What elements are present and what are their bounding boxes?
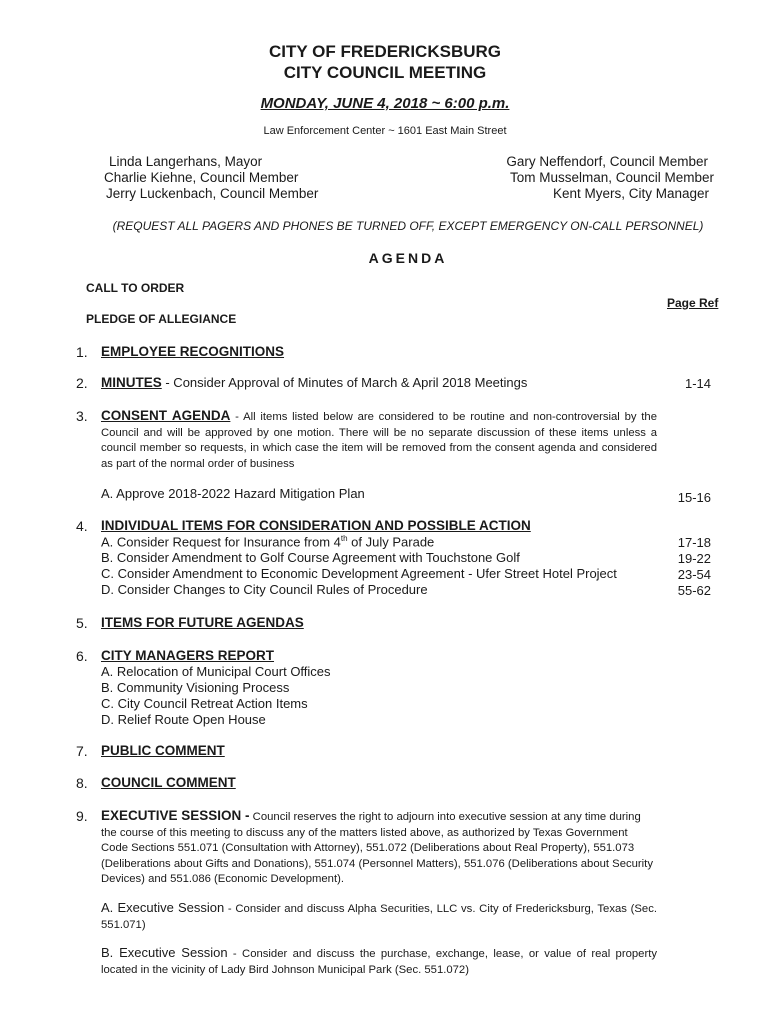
executive-session-sub-b — [101, 945, 657, 978]
sub-item: C. City Council Retreat Action Items — [101, 696, 308, 711]
sub-lead: B. Executive Session — [101, 945, 228, 960]
item-number: 1. — [76, 344, 88, 360]
item-number: 4. — [76, 518, 88, 534]
public-comment-heading: PUBLIC COMMENT — [101, 743, 225, 758]
executive-session-sub-a — [101, 900, 657, 933]
future-agendas-heading: ITEMS FOR FUTURE AGENDAS — [101, 615, 304, 630]
sub-item: C. Consider Amendment to Economic Development Agreement - Ufer Street Hotel Project — [101, 566, 617, 581]
meeting-title: CITY COUNCIL MEETING — [283, 63, 487, 82]
sub-text: - Consider and discuss the purchase, exchange, lease, or value of real property located in the vicinity of Lady Bird Johnson Municipal Park (Sec. 551.072) — [101, 948, 658, 976]
executive-session-text: Council reserves the right to adjourn into executive session at any time during the course of this meeting to discuss any of the matters listed above, as authorized by Texas Government Code Sections 551.071 (Consultation with Attorney), 551.072 (Deliberations about Real Property), 551.073 (Deliberations about Gifts and Donations), 551.074 (Personnel Matters), 551.076 (Deliberations about Security Devices) and 551.086 (Economic Development). — [101, 811, 653, 886]
sub-item: D. Relief Route Open House — [101, 712, 266, 727]
page-ref: 17-18 — [677, 535, 711, 550]
city-managers-report-heading: CITY MANAGERS REPORT — [101, 648, 275, 663]
page-ref: 55-62 — [677, 583, 711, 598]
minutes-text: - Consider Approval of Minutes of March & April 2018 Meetings — [161, 375, 528, 390]
executive-session-heading: EXECUTIVE SESSION - — [101, 808, 250, 823]
member-left-3: Jerry Luckenbach, Council Member — [106, 186, 319, 201]
member-right-2: Tom Musselman, Council Member — [509, 170, 714, 185]
member-right-3: Kent Myers, City Manager — [552, 186, 709, 201]
page-ref: 15-16 — [677, 490, 711, 505]
member-right-1: Gary Neffendorf, Council Member — [506, 154, 708, 169]
sub-item-text: of July Parade — [347, 534, 435, 550]
executive-session-item — [101, 808, 657, 888]
call-to-order: CALL TO ORDER — [86, 281, 185, 295]
council-comment-heading: COUNCIL COMMENT — [101, 775, 236, 790]
employee-recognitions-heading: EMPLOYEE RECOGNITIONS — [101, 344, 285, 359]
minutes-heading: MINUTES — [101, 375, 162, 390]
sub-item: B. Consider Amendment to Golf Course Agreement with Touchstone Golf — [101, 550, 520, 565]
sub-item: A. Relocation of Municipal Court Offices — [101, 664, 331, 679]
page-ref: 19-22 — [677, 551, 711, 566]
sub-lead: A. Executive Session — [101, 900, 225, 915]
sub-item — [101, 534, 434, 549]
item-number: 3. — [76, 408, 88, 424]
agenda-heading: AGENDA — [368, 250, 448, 266]
pledge-of-allegiance: PLEDGE OF ALLEGIANCE — [86, 312, 237, 326]
consent-agenda-heading: CONSENT AGENDA — [101, 408, 231, 423]
city-title: CITY OF FREDERICKSBURG — [268, 42, 502, 61]
individual-items-heading: INDIVIDUAL ITEMS FOR CONSIDERATION AND POSSIBLE ACTION — [101, 518, 531, 533]
consent-sub-item: A. Approve 2018-2022 Hazard Mitigation Plan — [101, 486, 365, 501]
sub-text: - Consider and discuss Alpha Securities, LLC vs. City of Fredericksburg, Texas (Sec. 551.071) — [101, 903, 657, 931]
minutes-item — [101, 375, 527, 390]
page-ref: 23-54 — [677, 567, 711, 582]
item-number: 8. — [76, 775, 88, 791]
item-number: 5. — [76, 615, 88, 631]
phone-notice: (REQUEST ALL PAGERS AND PHONES BE TURNED OFF, EXCEPT EMERGENCY ON-CALL PERSONNEL) — [112, 219, 704, 233]
member-left-1: Linda Langerhans, Mayor — [109, 154, 263, 169]
item-number: 7. — [76, 743, 88, 759]
sub-item-text: A. Consider Request for Insurance from 4 — [101, 534, 341, 550]
item-number: 9. — [76, 808, 88, 824]
sub-item: D. Consider Changes to City Council Rules of Procedure — [101, 582, 428, 597]
consent-agenda-item — [101, 408, 657, 472]
sub-item: B. Community Visioning Process — [101, 680, 290, 695]
superscript: th — [340, 534, 348, 543]
member-left-2: Charlie Kiehne, Council Member — [104, 170, 299, 185]
item-number: 2. — [76, 375, 88, 391]
item-number: 6. — [76, 648, 88, 664]
consent-agenda-text: - All items listed below are considered to be routine and non-controversial by the Council and will be approved by one motion. There will be no separate discussion of these items unless a council member so requests, in which case the item will be removed from the consent agenda and considered as part of the normal order of business — [101, 411, 657, 470]
page-ref-header: Page Ref — [667, 296, 719, 310]
meeting-date: MONDAY, JUNE 4, 2018 ~ 6:00 p.m. — [260, 95, 510, 112]
page-ref: 1-14 — [684, 376, 711, 391]
meeting-location: Law Enforcement Center ~ 1601 East Main Street — [263, 125, 507, 137]
